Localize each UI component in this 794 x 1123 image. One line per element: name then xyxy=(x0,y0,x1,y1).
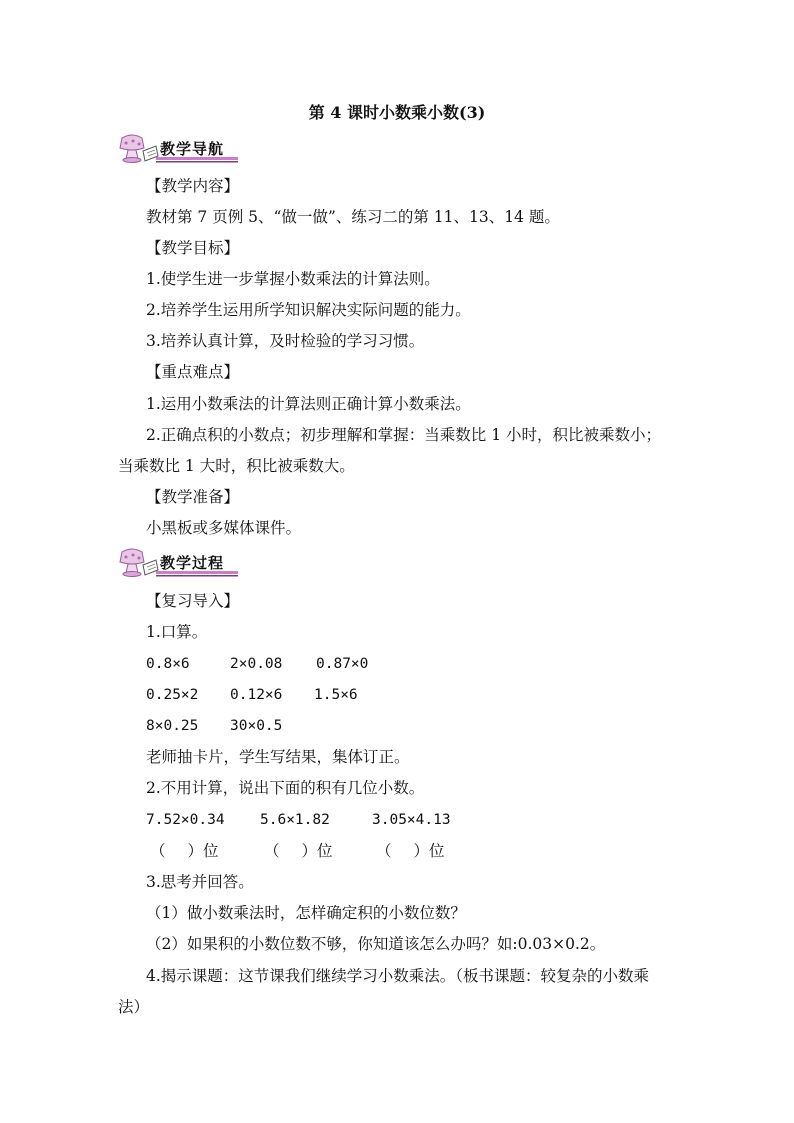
answer-blank: （ ）位 xyxy=(150,842,219,860)
lesson-title: 第 4 课时小数乘小数(3) xyxy=(308,103,486,122)
oral-expr: 1.5×6 xyxy=(314,687,358,703)
oral-expr: 30×0.5 xyxy=(230,718,283,734)
oral-expr: 0.8×6 xyxy=(146,656,190,672)
key-item: 2.正确点积的小数点；初步理解和掌握：当乘数比 1 小时，积比被乘数小； xyxy=(146,426,662,444)
oral-expr: 0.25×2 xyxy=(146,687,199,703)
q2-expr: 7.52×0.34 xyxy=(146,812,225,828)
oral-expr: 0.87×0 xyxy=(316,656,369,672)
q2-expr: 5.6×1.82 xyxy=(260,812,330,828)
q3-title: 3.思考并回答。 xyxy=(146,873,254,891)
key-item: 1.运用小数乘法的计算法则正确计算小数乘法。 xyxy=(146,395,471,413)
oral-expr: 0.12×6 xyxy=(230,687,283,703)
oral-expr: 8×0.25 xyxy=(146,718,199,734)
teaching-nav-header xyxy=(116,132,246,168)
q2-expr: 3.05×4.13 xyxy=(372,812,451,828)
goal-item: 1.使学生进一步掌握小数乘法的计算法则。 xyxy=(146,270,440,288)
card-text: 老师抽卡片，学生写结果，集体订正。 xyxy=(146,748,410,766)
goals-title: 【教学目标】 xyxy=(146,239,240,257)
key-title: 【重点难点】 xyxy=(146,363,240,381)
prep-text: 小黑板或多媒体课件。 xyxy=(146,519,302,537)
key-item-continued: 当乘数比 1 大时，积比被乘数大。 xyxy=(118,457,355,475)
q4-text: 4.揭示课题：这节课我们继续学习小数乘法。（板书课题：较复杂的小数乘 xyxy=(146,967,650,985)
oral-title: 1.口算。 xyxy=(146,623,208,641)
oral-expr: 2×0.08 xyxy=(230,656,283,672)
q2-title: 2.不用计算，说出下面的积有几位小数。 xyxy=(146,779,425,797)
teaching-process-label: 教学过程 xyxy=(160,554,225,572)
q4-text-continued: 法） xyxy=(118,998,150,1016)
q3-item: （2）如果积的小数位数不够，你知道该怎么办吗？如:0.03×0.2。 xyxy=(146,935,606,953)
q3-item: （1）做小数乘法时，怎样确定积的小数位数？ xyxy=(146,904,466,922)
teaching-process-header xyxy=(116,546,246,582)
review-title: 【复习导入】 xyxy=(146,592,240,610)
answer-blank: （ ）位 xyxy=(264,842,333,860)
teaching-nav-label: 教学导航 xyxy=(160,140,225,158)
content-text: 教材第 7 页例 5、“做一做”、练习二的第 11、13、14 题。 xyxy=(146,208,560,226)
answer-blank: （ ）位 xyxy=(376,842,445,860)
prep-title: 【教学准备】 xyxy=(146,488,240,506)
goal-item: 3.培养认真计算，及时检验的学习习惯。 xyxy=(146,332,425,350)
goal-item: 2.培养学生运用所学知识解决实际问题的能力。 xyxy=(146,301,471,319)
content-title: 【教学内容】 xyxy=(146,177,240,195)
